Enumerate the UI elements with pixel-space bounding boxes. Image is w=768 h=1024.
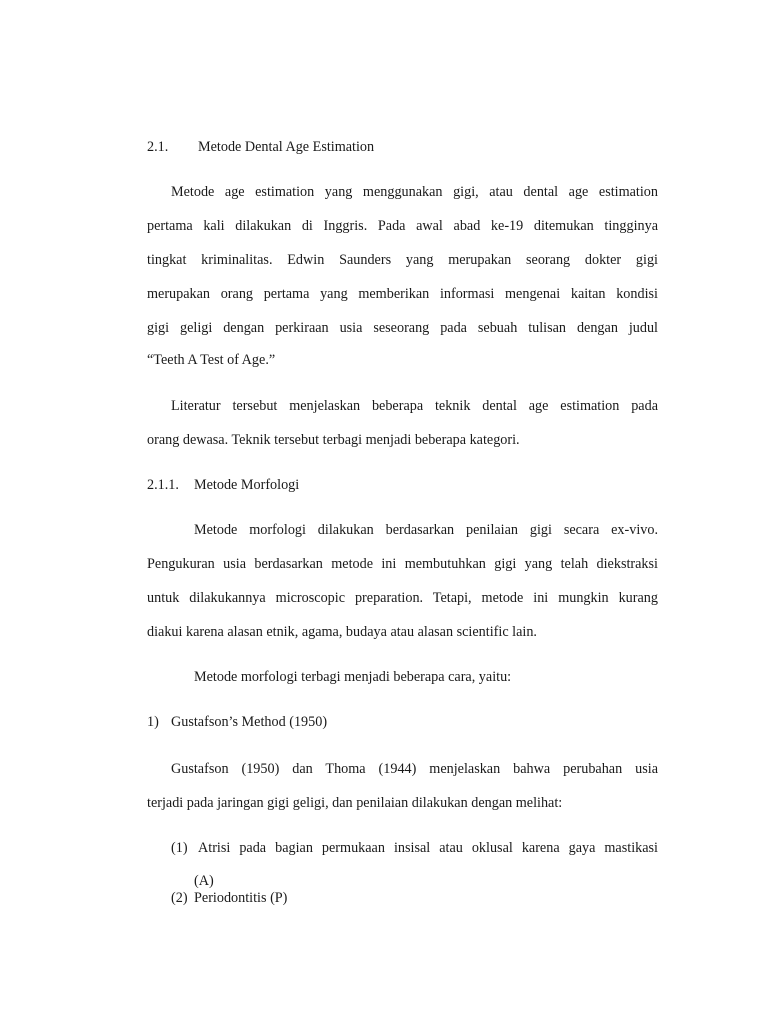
paragraph-line: Gustafson (1950) dan Thoma (1944) menjelaskan bahwa perubahan usia <box>171 761 658 777</box>
section-number: 2.1. <box>147 139 169 155</box>
paragraph-line: Pengukuran usia berdasarkan metode ini membutuhkan gigi yang telah diekstraksi <box>147 556 658 572</box>
section-title-2-1: Metode Dental Age Estimation <box>198 139 375 155</box>
sublist-item-number: (2) <box>171 890 188 906</box>
paragraph-line: orang dewasa. Teknik tersebut terbagi menjadi beberapa kategori. <box>147 432 520 448</box>
sublist-item-text: Atrisi pada bagian permukaan insisal atau oklusal karena gaya mastikasi <box>198 840 658 856</box>
paragraph-line: pertama kali dilakukan di Inggris. Pada awal abad ke-19 ditemukan tingginya <box>147 218 658 234</box>
section-heading-2-1 <box>147 139 168 155</box>
paragraph-line: Metode morfologi dilakukan berdasarkan penilaian gigi secara ex-vivo. <box>194 522 658 538</box>
sublist-item-text: Periodontitis (P) <box>194 890 288 906</box>
paragraph-line: Metode morfologi terbagi menjadi beberapa cara, yaitu: <box>194 669 512 685</box>
paragraph-line: “Teeth A Test of Age.” <box>147 352 276 368</box>
list-item-title: Gustafson’s Method (1950) <box>171 714 328 730</box>
paragraph-line: diakui karena alasan etnik, agama, budaya atau alasan scientific lain. <box>147 624 537 640</box>
paragraph-line: terjadi pada jaringan gigi geligi, dan penilaian dilakukan dengan melihat: <box>147 795 563 811</box>
paragraph-line: merupakan orang pertama yang memberikan informasi mengenai kaitan kondisi <box>147 286 658 302</box>
paragraph-line: tingkat kriminalitas. Edwin Saunders yang merupakan seorang dokter gigi <box>147 252 658 268</box>
section-number-2-1-1: 2.1.1. <box>147 477 179 493</box>
section-title-2-1-1: Metode Morfologi <box>194 477 300 493</box>
paragraph-line: untuk dilakukannya microscopic preparation. Tetapi, metode ini mungkin kurang <box>147 590 658 606</box>
list-item-number: 1) <box>147 714 159 730</box>
sublist-item-text: (A) <box>194 873 214 889</box>
sublist-item-number: (1) <box>171 840 188 856</box>
paragraph-line: Literatur tersebut menjelaskan beberapa teknik dental age estimation pada <box>171 398 658 414</box>
paragraph-line: Metode age estimation yang menggunakan gigi, atau dental age estimation <box>171 184 658 200</box>
paragraph-line: gigi geligi dengan perkiraan usia seseorang pada sebuah tulisan dengan judul <box>147 320 658 336</box>
